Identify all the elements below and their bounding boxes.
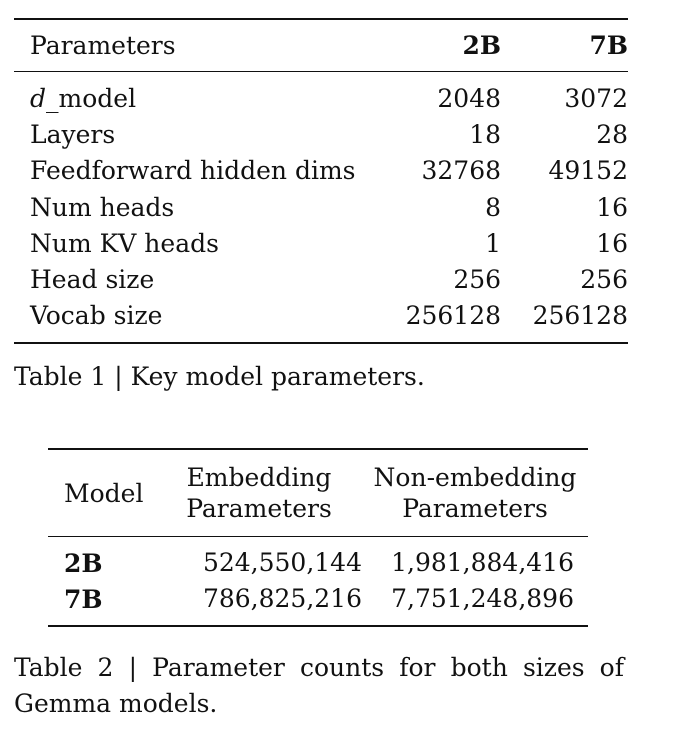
table-row <box>14 225 628 261</box>
row-label: Layers <box>30 119 116 149</box>
cell-nonembedding: 7,751,248,896 <box>391 584 574 614</box>
cell-2b: 8 <box>485 192 502 222</box>
header-7b: 7B <box>589 31 628 60</box>
row-label: Vocab size <box>30 301 163 331</box>
table-header-row <box>14 20 628 72</box>
table-row <box>14 116 628 152</box>
cell-2b: 256 <box>453 265 502 295</box>
table-row <box>14 189 628 225</box>
row-label-text: _model <box>46 83 137 113</box>
cell-7b: 16 <box>596 192 628 222</box>
cell-7b: 256128 <box>532 301 628 331</box>
table-row <box>14 80 628 116</box>
table-body <box>14 72 628 342</box>
header-2b: 2B <box>462 31 502 60</box>
header-embedding-line1: Embedding <box>186 462 332 492</box>
row-label: Num KV heads <box>30 228 219 258</box>
header-nonembedding-line2: Parameters <box>402 494 548 523</box>
table-2-caption: Table 2 | Parameter counts for both sizes of Gemma models. <box>14 653 624 718</box>
cell-nonembedding: 1,981,884,416 <box>391 548 574 578</box>
table-row <box>14 261 628 297</box>
header-embedding-parameters <box>156 462 362 525</box>
cell-7b: 256 <box>580 265 628 295</box>
row-label <box>14 84 382 113</box>
table-header-row <box>48 450 588 537</box>
cell-7b: 3072 <box>564 83 628 113</box>
cell-7b: 16 <box>596 228 628 258</box>
header-nonembedding-line1: Non-embedding <box>373 462 577 492</box>
table-row <box>14 298 628 334</box>
header-parameters: Parameters <box>30 31 176 60</box>
table-row <box>48 545 588 581</box>
row-label: Feedforward hidden dims <box>30 156 356 186</box>
table-row <box>14 153 628 189</box>
cell-embedding: 786,825,216 <box>202 584 362 614</box>
header-model: Model <box>64 478 144 508</box>
cell-2b: 32768 <box>421 156 502 186</box>
table-body <box>48 537 588 625</box>
header-embedding-line2: Parameters <box>186 494 332 523</box>
cell-7b: 28 <box>596 119 628 149</box>
row-label: Num heads <box>30 192 175 222</box>
cell-model: 7B <box>64 584 103 614</box>
table-1-caption: Table 1 | Key model parameters. <box>14 362 425 391</box>
key-parameters-table <box>14 18 628 344</box>
cell-7b: 49152 <box>548 156 628 186</box>
row-label: Head size <box>30 265 155 295</box>
cell-2b: 2048 <box>437 83 502 113</box>
parameter-counts-table <box>48 448 588 627</box>
header-nonembedding-parameters <box>362 462 588 525</box>
table-row <box>48 581 588 617</box>
cell-embedding: 524,550,144 <box>202 548 362 578</box>
cell-2b: 256128 <box>405 301 502 331</box>
cell-model: 2B <box>64 548 103 578</box>
row-label-italic-part: d <box>30 83 47 113</box>
cell-2b: 1 <box>485 228 502 258</box>
cell-2b: 18 <box>469 119 502 149</box>
